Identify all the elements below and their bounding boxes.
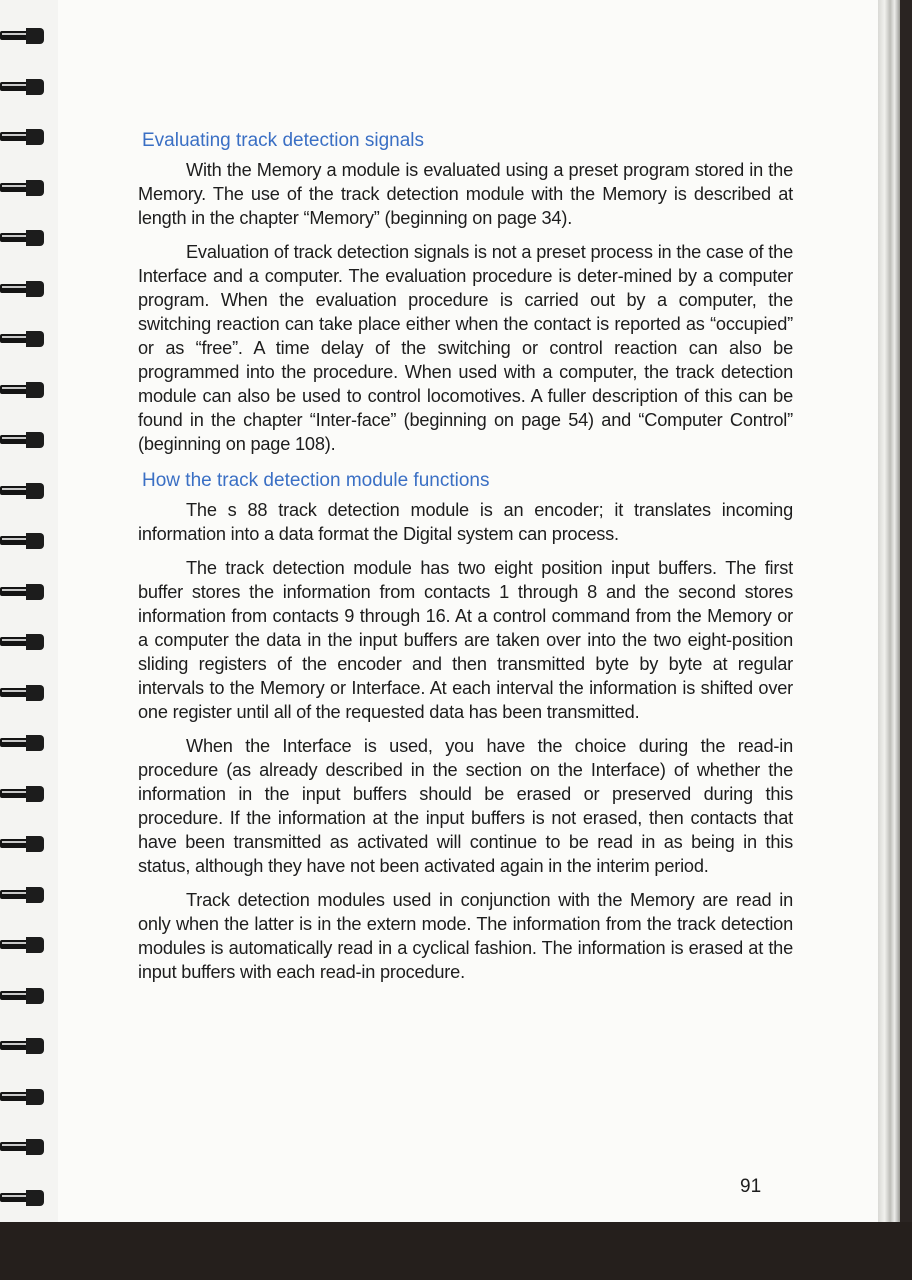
spiral-coil	[0, 79, 52, 96]
section-evaluating-signals	[138, 130, 793, 456]
spiral-coil	[0, 786, 52, 803]
paragraph: The track detection module has two eight position input buffers. The first buffer stores the information from contacts 1 through 8 and the second stores information from contacts 9 through 16. At a control command from the Memory or a computer the data in the input buffers are taken over into the two eight-position sliding registers of the encoder and then transmitted byte by byte at regular intervals to the Memory or Interface. At each interval the information is shifted over one register until all of the requested data has been transmitted.	[138, 558, 793, 722]
spiral-coil	[0, 584, 52, 601]
spiral-coil	[0, 887, 52, 904]
section-module-functions	[138, 470, 793, 984]
paragraph: When the Interface is used, you have the choice during the read-in procedure (as already described in the section on the Interface) of whether the information in the input buffers should be erased or preserved during this procedure. If the information at the input buffers is not erased, then contacts that have been transmitted as activated will continue to be read in as being in this status, although they have not been activated again in the interim period.	[138, 736, 793, 876]
spiral-coil	[0, 129, 52, 146]
spiral-coil	[0, 685, 52, 702]
section-heading: Evaluating track detection signals	[142, 130, 424, 151]
spiral-coil	[0, 1038, 52, 1055]
spiral-coil	[0, 281, 52, 298]
spiral-coil	[0, 28, 52, 45]
paragraph: Track detection modules used in conjunction with the Memory are read in only when the latter is in the extern mode. The information from the track detection modules is automatically read in a cyclical fashion. The information is erased at the input buffers with each read-in procedure.	[138, 890, 793, 982]
spiral-coil	[0, 634, 52, 651]
spiral-coil	[0, 331, 52, 348]
spiral-coil	[0, 735, 52, 752]
page-number: 91	[740, 1176, 762, 1197]
spiral-binding	[0, 0, 60, 1280]
spiral-coil	[0, 1190, 52, 1207]
bottom-shadow	[0, 1222, 912, 1280]
paragraph: With the Memory a module is evaluated using a preset program stored in the Memory. The use of the track detection module with the Memory is described at length in the chapter “Memory” (beginning on page 34).	[138, 160, 793, 228]
spiral-coil	[0, 382, 52, 399]
paragraph: Evaluation of track detection signals is not a preset process in the case of the Interface and a computer. The evaluation procedure is deter-mined by a computer program. When the evaluation procedure is carried out by a computer, the switching reaction can take place either when the contact is reported as “occupied” or as “free”. A time delay of the switching or control reaction can also be programmed into the procedure. When used with a computer, the track detection module can also be used to control locomotives. A fuller description of this can be found in the chapter “Inter-face” (beginning on page 54) and “Computer Control” (beginning on page 108).	[138, 242, 793, 454]
page-stack-edge	[878, 0, 900, 1240]
paragraph: The s 88 track detection module is an encoder; it translates incoming information into a data format the Digital system can process.	[138, 500, 793, 544]
spiral-coil	[0, 1139, 52, 1156]
spiral-coil	[0, 836, 52, 853]
spiral-coil	[0, 432, 52, 449]
spiral-coil	[0, 533, 52, 550]
page-content	[138, 130, 793, 994]
spiral-coil	[0, 483, 52, 500]
spiral-coil	[0, 988, 52, 1005]
section-heading: How the track detection module functions	[142, 470, 490, 491]
spiral-coil	[0, 937, 52, 954]
spiral-coil	[0, 1089, 52, 1106]
spiral-coil	[0, 180, 52, 197]
spiral-coil	[0, 230, 52, 247]
